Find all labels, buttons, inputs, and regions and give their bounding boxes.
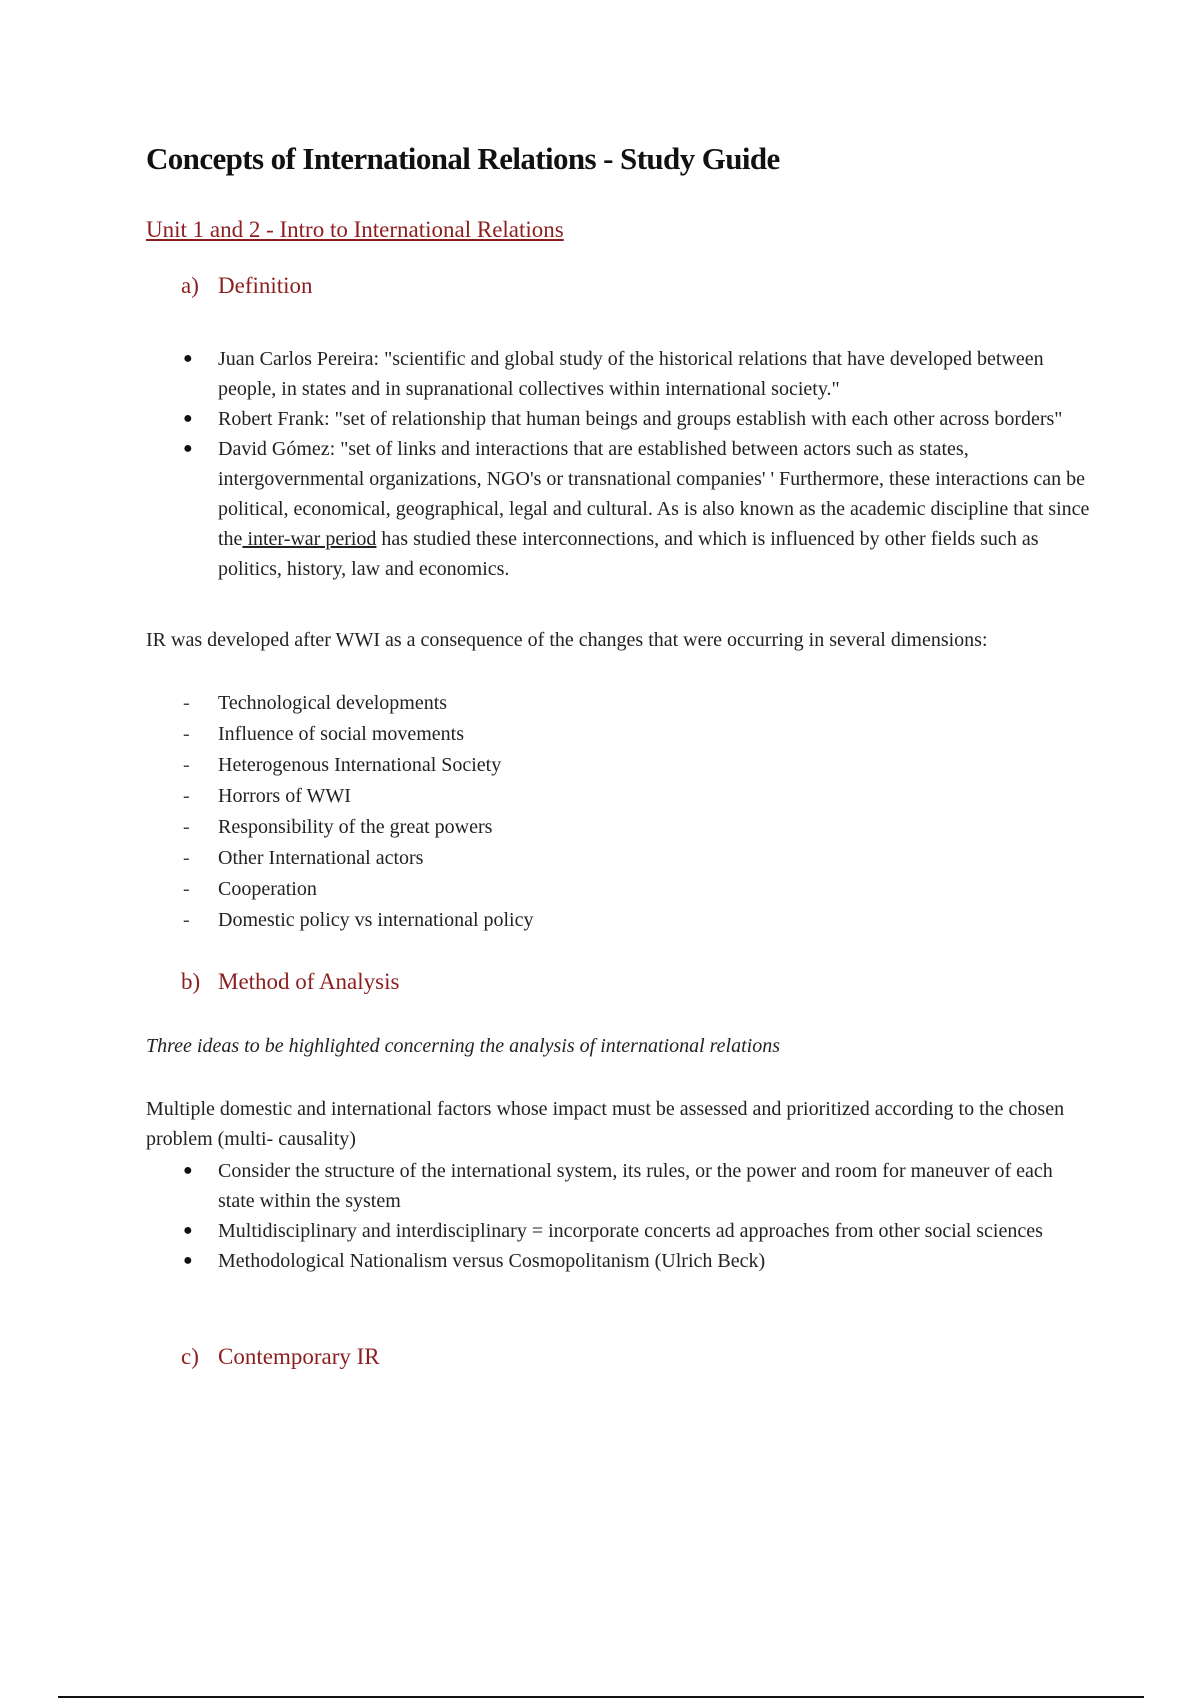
bullet-icon: ●: [183, 440, 193, 457]
definition-gomez: [218, 438, 1089, 580]
list-item: [181, 905, 981, 936]
definition-pereira: Juan Carlos Pereira: "scientific and global study of the historical relations that have developed between people, in states and in supranational collectives within international society.": [218, 348, 1044, 400]
definitions-list: [181, 344, 1091, 584]
bullet-icon: ●: [183, 1252, 193, 1269]
definition-gomez-tail: has studied these interconnections, and which is influenced by other fields such as politics, history, law and economics.: [218, 528, 1039, 580]
definition-frank: Robert Frank: "set of relationship that human beings and groups establish with each other across borders": [218, 408, 1063, 430]
multi-causality-paragraph: Multiple domestic and international factors whose impact must be assessed and prioritized according to the chosen problem (multi- causality): [146, 1098, 1065, 1150]
list-item: [181, 1246, 1091, 1276]
dash-icon: -: [183, 754, 190, 776]
section-c-heading: [181, 1344, 380, 1370]
list-item: [181, 434, 1091, 584]
dimension-text: Cooperation: [218, 878, 317, 900]
ir-intro-paragraph: IR was developed after WWI as a consequence of the changes that were occurring in several dimensions:: [146, 629, 988, 651]
dash-icon: -: [183, 816, 190, 838]
section-b-heading: [181, 969, 399, 995]
list-item: [181, 843, 981, 874]
analysis-intro: Three ideas to be highlighted concerning the analysis of international relations: [146, 1035, 781, 1057]
analysis-point: Multidisciplinary and interdisciplinary = incorporate concerts ad approaches from other social sciences: [218, 1220, 1043, 1242]
list-item: [181, 1156, 1091, 1216]
bullet-icon: ●: [183, 1162, 193, 1179]
unit-heading-link[interactable]: Unit 1 and 2 - Intro to International Relations: [146, 217, 564, 242]
analysis-point: Methodological Nationalism versus Cosmopolitanism (Ulrich Beck): [218, 1250, 766, 1272]
dash-icon: -: [183, 909, 190, 931]
list-item: [181, 688, 981, 719]
analysis-point: Consider the structure of the international system, its rules, or the power and room for maneuver of each state within the system: [218, 1160, 1053, 1212]
section-b-letter: b): [181, 969, 201, 994]
list-item: [181, 750, 981, 781]
list-item: [181, 1216, 1091, 1246]
section-c-title: Contemporary IR: [218, 1344, 380, 1369]
section-a-title: Definition: [218, 273, 313, 298]
list-item: [181, 874, 981, 905]
bullet-icon: ●: [183, 1222, 193, 1239]
dimension-text: Domestic policy vs international policy: [218, 909, 534, 931]
dimension-text: Heterogenous International Society: [218, 754, 502, 776]
dimension-text: Responsibility of the great powers: [218, 816, 493, 838]
page-bottom-rule: [58, 1696, 1144, 1698]
inter-war-period-link[interactable]: inter-war period: [242, 528, 377, 550]
dimensions-list: [181, 688, 981, 936]
dimension-text: Other International actors: [218, 847, 424, 869]
list-item: [181, 781, 981, 812]
section-c-letter: c): [181, 1344, 199, 1369]
list-item: [181, 812, 981, 843]
bullet-icon: ●: [183, 410, 193, 427]
section-a-heading: [181, 273, 313, 299]
analysis-points-list: [181, 1156, 1091, 1276]
section-a-letter: a): [181, 273, 199, 298]
list-item: [181, 719, 981, 750]
definition-gomez-text: David Gómez: "set of links and interactions that are established between actors such as states, intergovernmental organizations, NGO's or transnational companies' ' Furthermore, these interactions can be political, economical, geographical, legal and cultural. As is also known as the academic discipline that since the: [218, 438, 1090, 550]
dash-icon: -: [183, 785, 190, 807]
list-item: [181, 404, 1091, 434]
dimension-text: Influence of social movements: [218, 723, 465, 745]
list-item: [181, 344, 1091, 404]
dash-icon: -: [183, 847, 190, 869]
bullet-icon: ●: [183, 350, 193, 367]
dash-icon: -: [183, 878, 190, 900]
dash-icon: -: [183, 692, 190, 714]
dimension-text: Technological developments: [218, 692, 448, 714]
dimension-text: Horrors of WWI: [218, 785, 351, 807]
document-title: Concepts of International Relations - Study Guide: [146, 141, 780, 176]
dash-icon: -: [183, 723, 190, 745]
section-b-title: Method of Analysis: [218, 969, 400, 994]
